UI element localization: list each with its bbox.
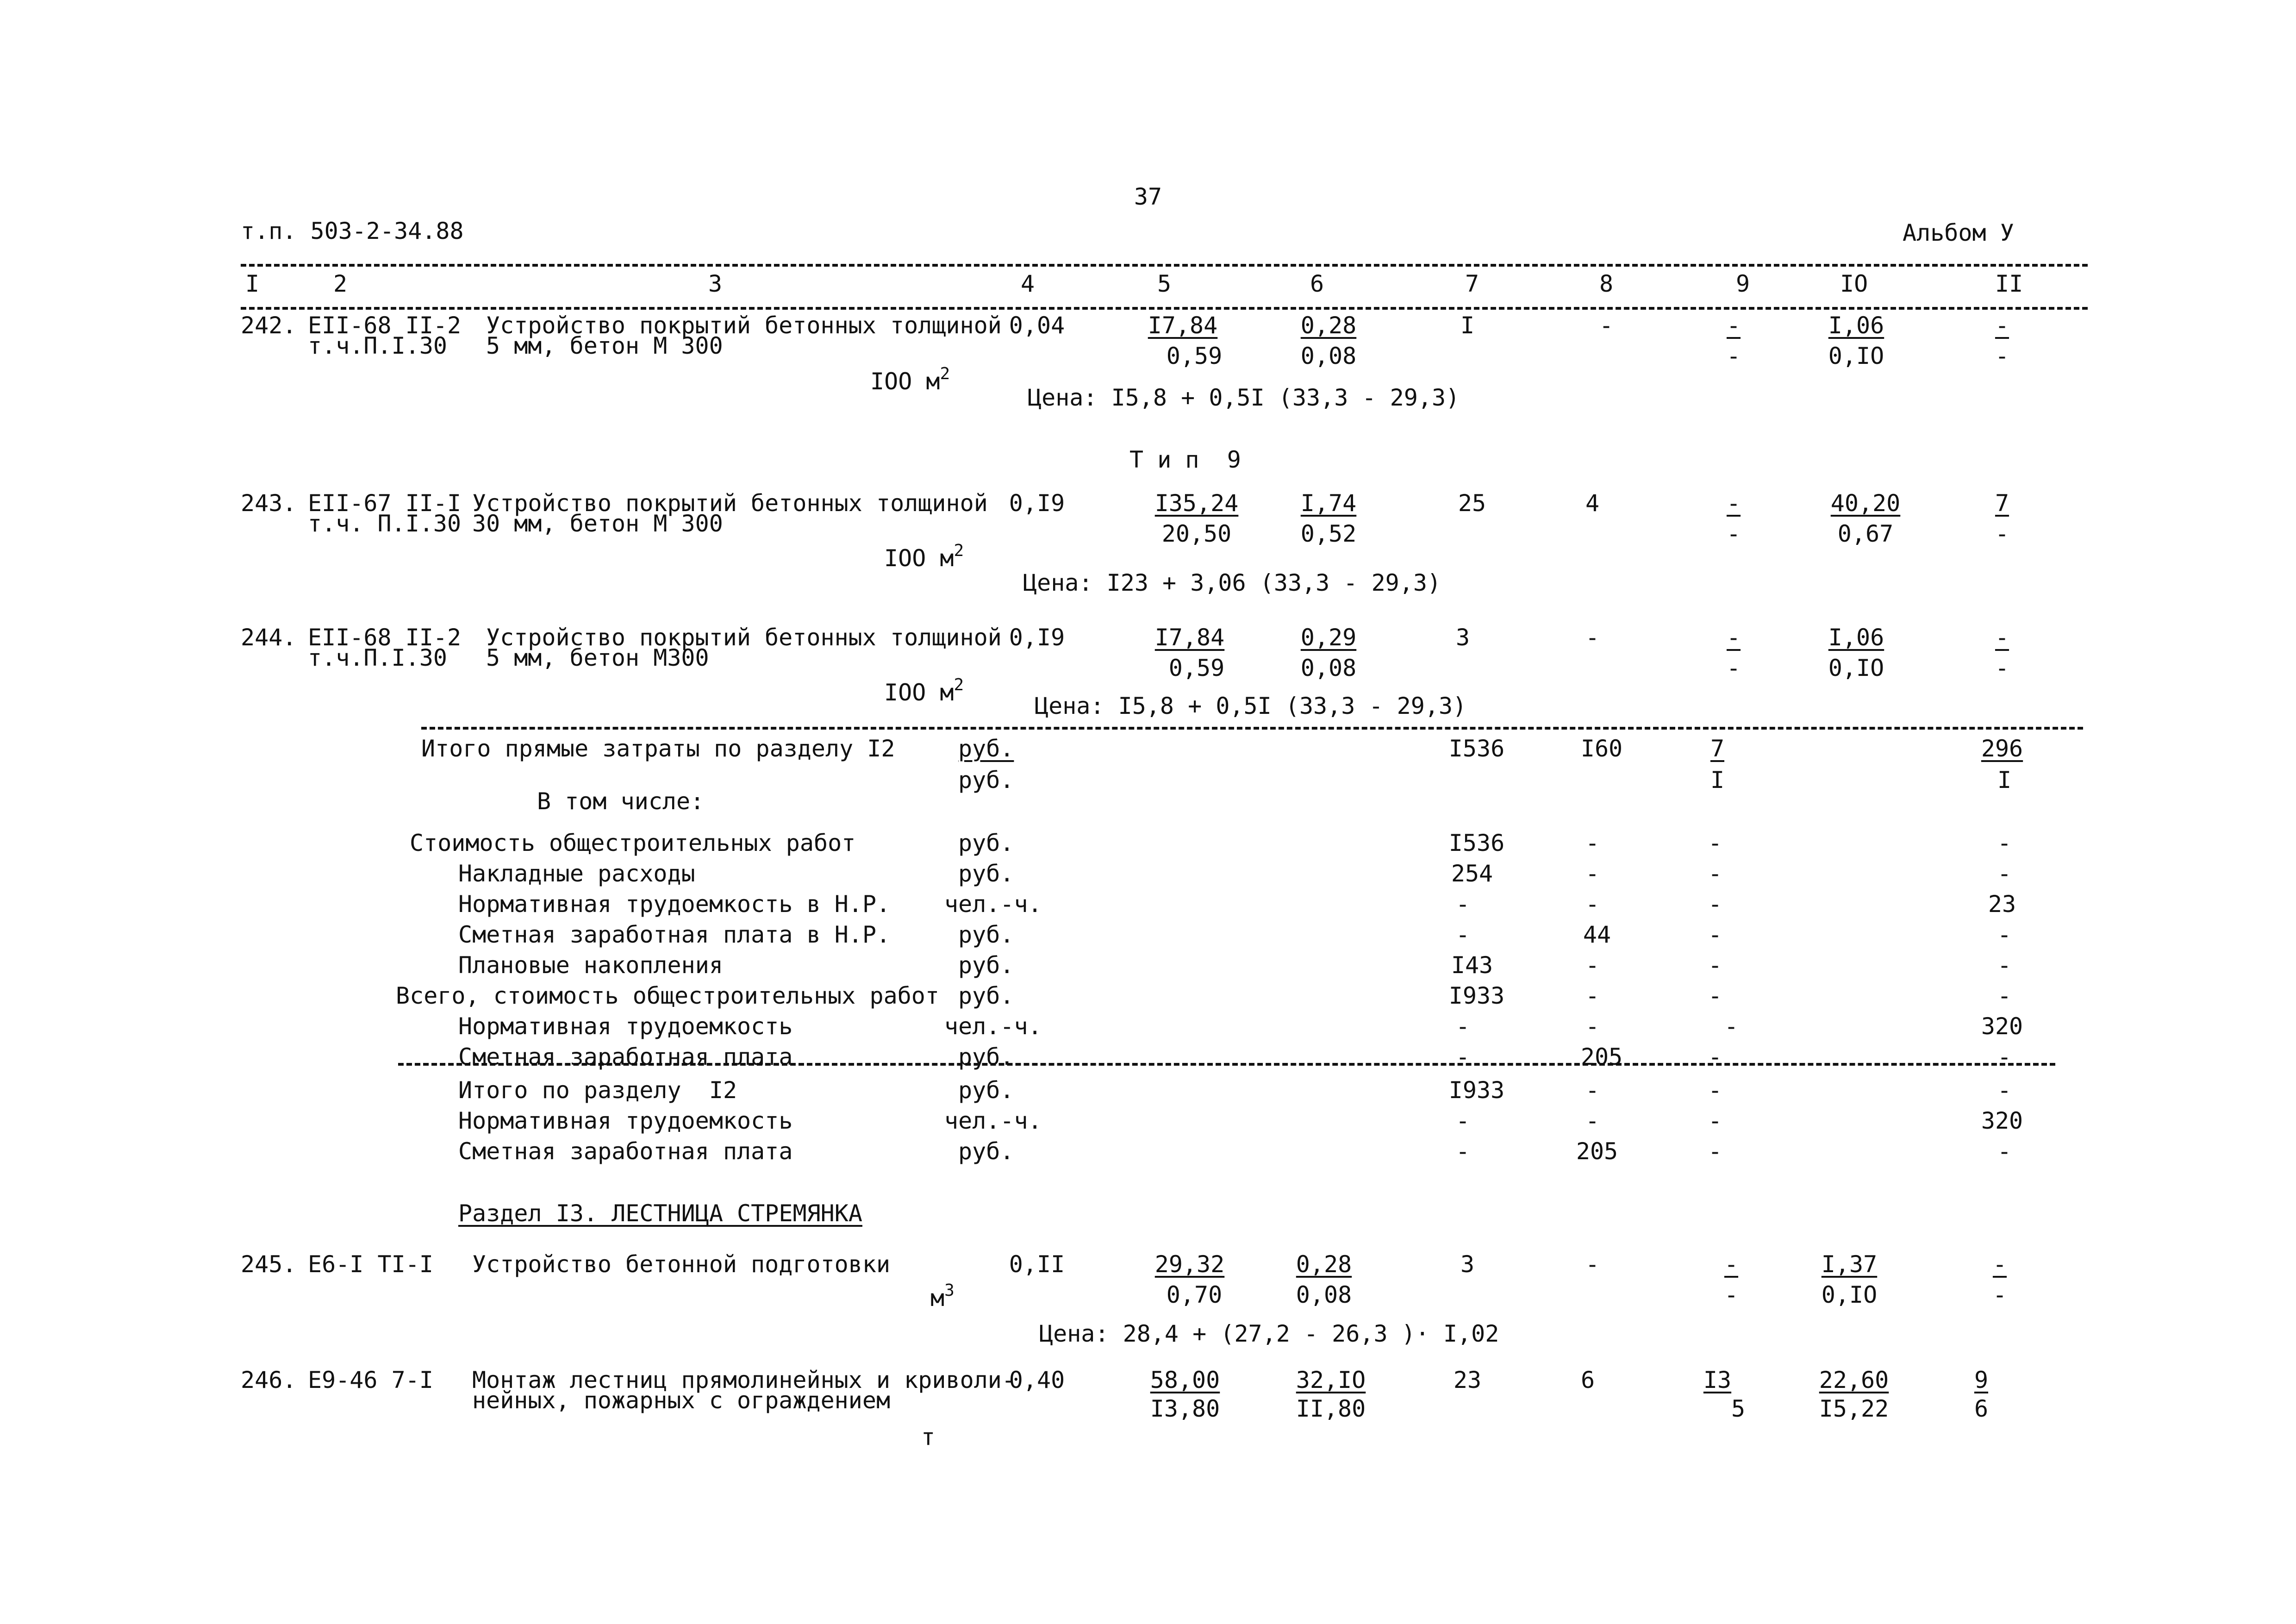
summary-col8: - [1585,952,1600,979]
column-number: 4 [1021,270,1035,297]
cell-col6-bottom: 0,08 [1300,655,1357,681]
summary-col7: - [1455,1013,1470,1040]
summary-col7: I933 [1448,1077,1505,1104]
summary-label: Итого по разделу I2 [458,1077,737,1104]
cell-col11-top: - [1992,1251,2007,1278]
summary-col11: 23 [1988,891,2016,918]
cell-col6-top: 0,28 [1300,312,1357,339]
cell-col5-top: 58,00 [1150,1367,1220,1393]
rate-code: EII-67 II-I [308,490,462,517]
summary-unit: руб. [958,830,1014,856]
cell-col6-bottom: 0,08 [1300,343,1357,369]
price-formula: Цена: 28,4 + (27,2 - 26,3 )· I,02 [1039,1320,1499,1347]
summary-col11: 320 [1981,1107,2023,1134]
cell-col5-top: I7,84 [1148,312,1218,339]
summary-label: Плановые накопления [458,952,723,979]
cell-col10-top: I,37 [1821,1251,1878,1278]
cell-col6-top: 32,IO [1296,1367,1366,1393]
cell-col10-top: I,06 [1828,624,1884,651]
cell-col5-bottom: 20,50 [1161,520,1232,547]
column-number: 5 [1157,270,1172,297]
summary-col8: - [1585,830,1600,856]
column-number: 6 [1310,270,1324,297]
summary-col11: - [1997,1077,2012,1104]
cell-col11-top: - [1995,312,2009,339]
column-number: 7 [1465,270,1479,297]
column-number: 2 [333,270,348,297]
rate-code: E9-46 7-I [308,1367,433,1393]
cell-col11-top: 9 [1974,1367,1989,1393]
summary-unit: руб. [958,1043,1014,1070]
summary-col9: - [1708,1077,1722,1104]
summary-col11: - [1997,952,2012,979]
summary-unit: руб. [958,982,1014,1009]
cell-col5-top: I7,84 [1154,624,1225,651]
cell-col11-top: - [1995,624,2009,651]
cell-col7: 3 [1460,1251,1475,1278]
cell-col5-bottom: I3,80 [1150,1395,1220,1422]
summary-col7: - [1455,891,1470,918]
cell-col11-top: 7 [1995,490,2009,517]
row-number: 246. [241,1367,297,1393]
document-code: т.п. 503-2-34.88 [241,218,464,244]
unit-of-measure: $м^3$ [930,1281,955,1312]
summary-col9: - [1724,1013,1739,1040]
summary-col8: - [1585,1013,1600,1040]
cell-col11-bottom: - [1995,520,2009,547]
cell-col5-top: 29,32 [1154,1251,1225,1278]
cell-col10-bottom: 0,IO [1828,655,1884,681]
cell-col4: 0,04 [1009,312,1065,339]
summary-col7: I536 [1448,735,1505,762]
rate-reference: т.ч.П.I.30 [308,644,448,671]
summary-col8: - [1585,1077,1600,1104]
cell-col10-top: I,06 [1828,312,1884,339]
summary-col9: I [1710,767,1725,793]
header-rule-top [241,264,2088,267]
summary-label: Сметная заработная плата [458,1138,793,1165]
summary-col7: I43 [1451,952,1493,979]
summary-col8: - [1585,860,1600,887]
summary-col9: - [1708,1138,1722,1165]
summary-unit: руб. [958,767,1014,793]
cell-col6-top: 0,29 [1300,624,1357,651]
summary-unit: руб. [958,1077,1014,1104]
column-number: II [1995,270,2023,297]
cell-col6-bottom: 0,52 [1300,520,1357,547]
summary-col11: - [1997,860,2012,887]
column-number: I [245,270,260,297]
summary-col9: - [1708,891,1722,918]
price-formula: Цена: I23 + 3,06 (33,3 - 29,3) [1023,569,1441,596]
summary-col7: - [1455,1107,1470,1134]
cell-col10-bottom: 0,IO [1828,343,1884,369]
summary-col11: 320 [1981,1013,2023,1040]
cell-col10-top: 22,60 [1819,1367,1889,1393]
summary-col11: - [1997,830,2012,856]
rate-code: E6-I TI-I [308,1251,433,1278]
cell-col9-top: I3 [1703,1367,1732,1393]
cell-col4: 0,II [1009,1251,1065,1278]
cell-col7: 25 [1458,490,1486,517]
cell-col9-top: - [1726,624,1741,651]
cell-col9-top: - [1724,1251,1739,1278]
row-number: 244. [241,624,297,651]
unit-of-measure: IOO $м^2$ [884,541,964,572]
row-number: 242. [241,312,297,339]
cell-col8: - [1585,1251,1600,1278]
summary-col8: - [1585,891,1600,918]
cell-col9-top: - [1726,490,1741,517]
summary-unit: руб. [958,952,1014,979]
summary-col9: 7 [1710,735,1725,762]
cell-col11-bottom: - [1995,655,2009,681]
summary-rule [421,727,2083,730]
summary-label: Нормативная трудоемкость [458,1107,793,1134]
rate-reference: т.ч.П.I.30 [308,332,448,359]
work-description: 5 мм, бетон М 300 [486,332,723,359]
cell-col5-bottom: 0,70 [1166,1281,1223,1308]
cell-col8: - [1585,624,1600,651]
summary-col11: - [1997,1138,2012,1165]
summary-label: Стоимость общестроительных работ [410,830,856,856]
summary-col11: I [1997,767,2012,793]
summary-col8: 44 [1583,921,1611,948]
summary-label: Сметная заработная плата в Н.Р. [458,921,891,948]
section-heading: Раздел I3. ЛЕСТНИЦА СТРЕМЯНКА [458,1200,862,1227]
summary-col8: I60 [1580,735,1623,762]
summary-unit: чел.-ч. [944,891,1042,918]
cell-col10-bottom: 0,IO [1821,1281,1878,1308]
summary-col9: - [1708,952,1722,979]
cell-col5-bottom: 0,59 [1168,655,1225,681]
unit-of-measure: т [921,1424,936,1450]
cell-col11-bottom: 6 [1974,1395,1989,1422]
summary-unit: руб. [958,921,1014,948]
page-number: 37 [1134,183,1162,210]
cell-col10-top: 40,20 [1830,490,1901,517]
summary-label: Нормативная трудоемкость [458,1013,793,1040]
work-description: Устройство покрытий бетонных толщиной [486,624,1002,651]
summary-col8: 205 [1580,1043,1623,1070]
cell-col4: 0,I9 [1009,624,1065,651]
type-heading: Т и п 9 [1129,446,1241,473]
cell-col5-bottom: 0,59 [1166,343,1223,369]
summary-label: Итого прямые затраты по разделу I2 [421,735,895,762]
cell-col11-bottom: - [1995,343,2009,369]
summary-col9: - [1708,830,1722,856]
summary-col9: - [1708,1107,1722,1134]
work-description: 30 мм, бетон М 300 [472,510,723,537]
cell-col10-bottom: I5,22 [1819,1395,1889,1422]
summary-unit: руб. [958,860,1014,887]
row-number: 243. [241,490,297,517]
summary-col9: - [1708,860,1722,887]
summary-unit: руб. [958,735,1014,762]
summary-col7: - [1455,1043,1470,1070]
cell-col10-bottom: 0,67 [1837,520,1894,547]
summary-col7: - [1455,1138,1470,1165]
cell-col9-bottom: - [1726,343,1741,369]
cell-col7: I [1460,312,1475,339]
cell-col8: - [1599,312,1614,339]
row-number: 245. [241,1251,297,1278]
cell-col6-bottom: 0,08 [1296,1281,1352,1308]
work-description: 5 мм, бетон М300 [486,644,709,671]
summary-unit: чел.-ч. [944,1013,1042,1040]
cell-col6-top: I,74 [1300,490,1357,517]
summary-col11: - [1997,1043,2012,1070]
rate-code: EII-68 II-2 [308,312,462,339]
work-description: Монтаж лестниц прямолинейных и криволи- [472,1367,1016,1393]
summary-unit: руб. [958,1138,1014,1165]
summary-col9: - [1708,1043,1722,1070]
album-label: Альбом У [1903,219,2014,246]
cell-col11-bottom: - [1992,1281,2007,1308]
rate-reference: т.ч. П.I.30 [308,510,462,537]
cell-col6-bottom: II,80 [1296,1395,1366,1422]
cell-col9-bottom: 5 [1731,1395,1746,1422]
cell-col4: 0,40 [1009,1367,1065,1393]
summary-label: Всего, стоимость общестроительных работ [396,982,939,1009]
work-description: Устройство бетонной подготовки [472,1251,891,1278]
cell-col9-bottom: - [1724,1281,1739,1308]
work-description: Устройство покрытий бетонных толщиной [486,312,1002,339]
summary-col8: - [1585,1107,1600,1134]
summary-label: Сметная заработная плата [458,1043,793,1070]
cell-col4: 0,I9 [1009,490,1065,517]
price-formula: Цена: I5,8 + 0,5I (33,3 - 29,3) [1035,693,1467,719]
column-number: 8 [1599,270,1614,297]
summary-label: Нормативная трудоемкость в Н.Р. [458,891,891,918]
summary-col8: 205 [1576,1138,1618,1165]
header-rule-bottom [241,307,2088,310]
summary-col7: I933 [1448,982,1505,1009]
cell-col5-top: I35,24 [1154,490,1239,517]
column-number: 3 [708,270,723,297]
unit-of-measure: IOO $м^2$ [884,675,964,706]
summary-col9: - [1708,921,1722,948]
column-number: 9 [1736,270,1750,297]
work-description: нейных, пожарных с ограждением [472,1387,891,1414]
summary-col7: - [1455,921,1470,948]
summary-col9: - [1708,982,1722,1009]
summary-col8: - [1585,982,1600,1009]
summary-unit: чел.-ч. [944,1107,1042,1134]
cell-col6-top: 0,28 [1296,1251,1352,1278]
summary-col7: I536 [1448,830,1505,856]
cell-col7: 23 [1453,1367,1482,1393]
cell-col8: 6 [1580,1367,1595,1393]
summary-col11: 296 [1981,735,2023,762]
rate-code: EII-68 II-2 [308,624,462,651]
summary-col11: - [1997,921,2012,948]
column-number: IO [1840,270,1868,297]
work-description: Устройство покрытий бетонных толщиной [472,490,988,517]
summary-subheading: В том числе: [537,788,705,815]
summary-col11: - [1997,982,2012,1009]
price-formula: Цена: I5,8 + 0,5I (33,3 - 29,3) [1028,384,1460,411]
unit-of-measure: IOO $м^2$ [870,364,950,395]
cell-col9-bottom: - [1726,520,1741,547]
cell-col9-bottom: - [1726,655,1741,681]
cell-col8: 4 [1585,490,1600,517]
cell-col9-top: - [1726,312,1741,339]
summary-label: Накладные расходы [458,860,695,887]
summary-col7: 254 [1451,860,1493,887]
cell-col7: 3 [1455,624,1470,651]
